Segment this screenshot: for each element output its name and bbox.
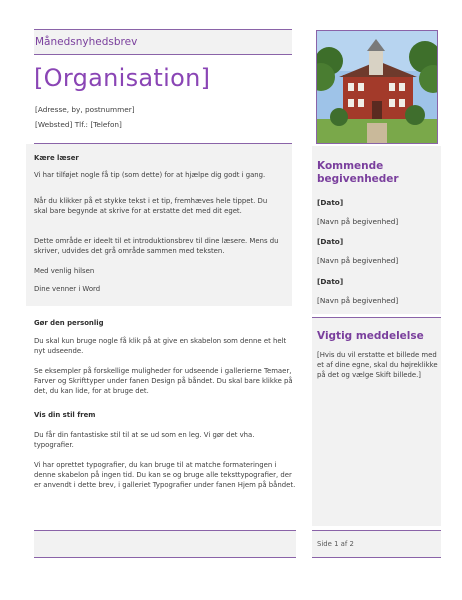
school-photo[interactable]: [316, 30, 438, 144]
page-footer-bottom-rule: [312, 557, 441, 558]
footer-bottom-rule: [34, 557, 296, 558]
article-heading[interactable]: Vis din stil frem: [34, 411, 96, 419]
article-paragraph[interactable]: Se eksempler på forskellige muligheder for udseende i gallerierne Temaer, Farver og Skrifttyper under fanen Design på båndet. Du skal bare klikke på det, du kan lide, for at bruge det.: [34, 367, 293, 395]
letter-greeting[interactable]: Kære læser: [34, 154, 79, 162]
events-heading[interactable]: Kommende begivenheder: [317, 160, 399, 185]
notice-panel: [312, 318, 441, 526]
event-name[interactable]: [Navn på begivenhed]: [317, 296, 399, 305]
event-date[interactable]: [Dato]: [317, 277, 344, 286]
article-paragraph[interactable]: Du skal kun bruge nogle få klik på at give en skabelon som denne et helt nyt udseende.: [34, 337, 287, 355]
letter-closing[interactable]: Med venlig hilsen: [34, 267, 95, 275]
header-mid-rule: [34, 54, 292, 55]
organization-name[interactable]: [Organisation]: [34, 64, 211, 92]
article-paragraph[interactable]: Vi har oprettet typografier, du kan bruge til at matche formateringen i denne skabelon på ingen tid. Du kan se og bruge alle teksttypografier, der er anvendt i dette brev, i galleriet Typografier under fanen Hjem på båndet.: [34, 461, 296, 489]
footer-band: [34, 531, 296, 557]
web-phone-line[interactable]: [Websted] Tlf.: [Telefon]: [35, 120, 122, 129]
event-name[interactable]: [Navn på begivenhed]: [317, 217, 399, 226]
event-date[interactable]: [Dato]: [317, 198, 344, 207]
page-footer-band: [312, 531, 441, 557]
event-date[interactable]: [Dato]: [317, 237, 344, 246]
letter-signature[interactable]: Dine venner i Word: [34, 285, 101, 293]
letter-paragraph[interactable]: Når du klikker på et stykke tekst i et tip, fremhæves hele tippet. Du skal bare begynde at skrive for at erstatte det med dit eget.: [34, 197, 268, 215]
events-panel: [312, 146, 441, 314]
article-paragraph[interactable]: Du får din fantastiske stil til at se ud som en leg. Vi gør det vha. typografier.: [34, 431, 255, 449]
event-name[interactable]: [Navn på begivenhed]: [317, 256, 399, 265]
notice-heading[interactable]: Vigtig meddelelse: [317, 330, 424, 342]
article-heading[interactable]: Gør den personlig: [34, 319, 104, 327]
newsletter-label[interactable]: Månedsnyhedsbrev: [35, 36, 138, 48]
address-line[interactable]: [Adresse, by, postnummer]: [35, 105, 135, 114]
letter-paragraph[interactable]: Dette område er ideelt til et introduktionsbrev til dine læsere. Mens du skriver, udvides det grå område sammen med teksten.: [34, 237, 279, 255]
letter-block: [26, 144, 292, 306]
notice-text[interactable]: [Hvis du vil erstatte et billede med et af dine egne, skal du højreklikke på det og vælge Skift billede.]: [317, 351, 438, 379]
page-number: Side 1 af 2: [317, 540, 354, 548]
letter-paragraph[interactable]: Vi har tilføjet nogle få tip (som dette) for at hjælpe dig godt i gang.: [34, 171, 266, 179]
